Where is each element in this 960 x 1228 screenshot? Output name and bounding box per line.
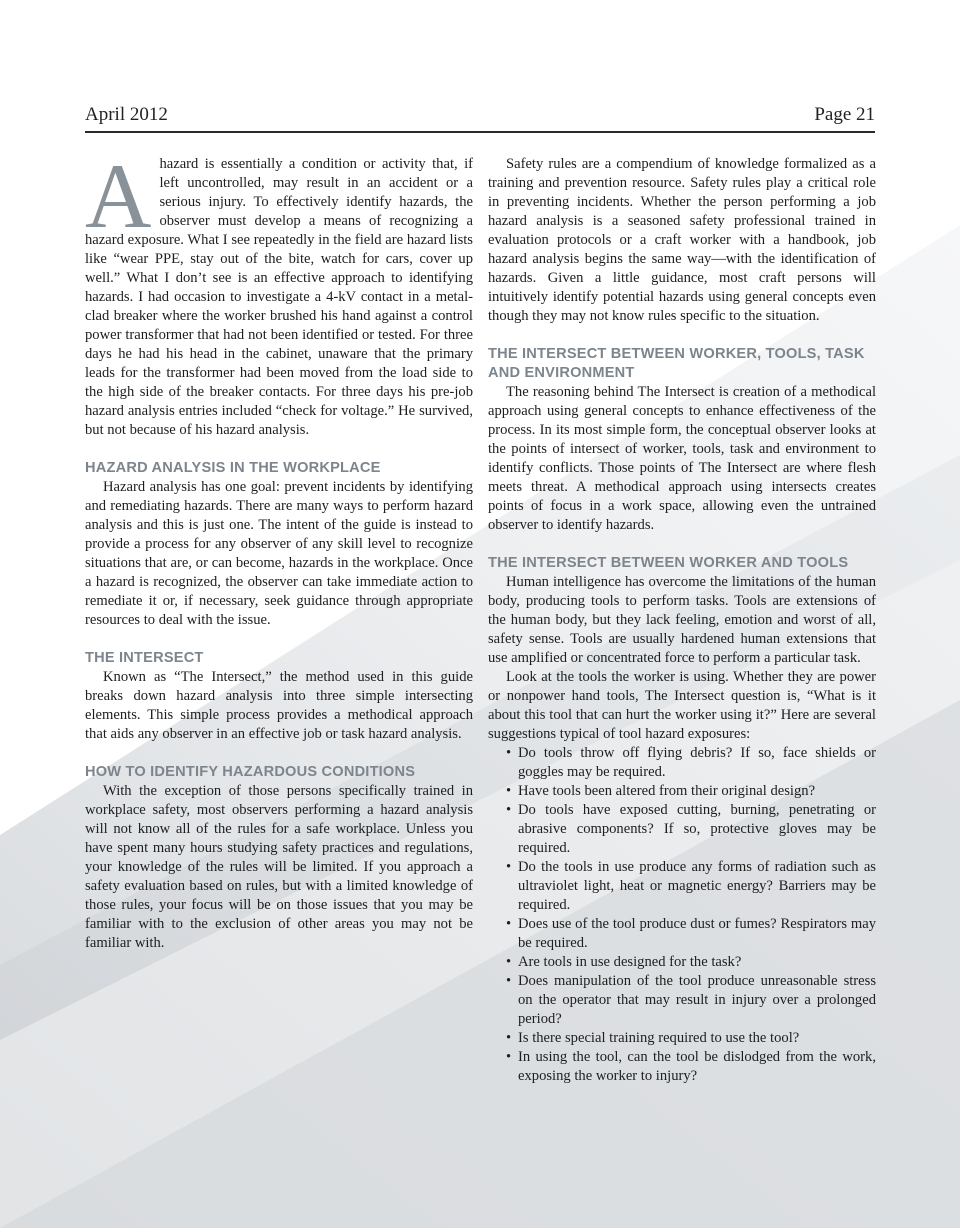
left-column (85, 145, 473, 953)
paragraph-safety-rules: Safety rules are a compendium of knowledge formalized as a training and prevention resource. Safety rules play a critical role in preventing incidents. Whether the person performing a job hazard analysis is a seasoned safety professional trained in evaluation protocols or a craft worker with a handbook, job hazard analysis begins the same way—with the identification of hazards. Given a little guidance, most craft persons will intuitively identify potential hazards using general concepts even though they may not know rules specific to the situation. (488, 156, 876, 324)
intro-paragraph (85, 145, 473, 440)
paragraph-identify-hazardous: With the exception of those persons specifically trained in workplace safety, most observers performing a hazard analysis will not know all of the rules for a safe workplace. Unless you have spent many hours studying safety practices and regulations, your knowledge of the rules will be limited. If you approach a safety evaluation based on rules, but with a limited knowledge of those rules, your focus will be on those issues that you may be familiar with to the exclusion of other areas you may not be familiar with. (85, 783, 473, 951)
list-item: • Do tools have exposed cutting, burning, penetrating or abrasive components? If so, protective gloves may be required. (506, 801, 876, 858)
paragraph-look-at-tools: Look at the tools the worker is using. Whether they are power or nonpower hand tools, The Intersect question is, “What is it about this tool that can hurt the worker using it?” Here are several suggestions typical of tool hazard exposures: (488, 669, 876, 742)
heading-worker-and-tools: THE INTERSECT BETWEEN WORKER AND TOOLS (488, 555, 849, 571)
page-header (85, 103, 875, 133)
list-item: • Does use of the tool produce dust or fumes? Respirators may be required. (506, 915, 876, 953)
list-item: • In using the tool, can the tool be dislodged from the work, exposing the worker to injury? (506, 1048, 876, 1086)
issue-date: April 2012 (85, 104, 168, 125)
intro-text: hazard is essentially a condition or activity that, if left uncontrolled, may result in an accident or a serious injury. To effectively identify hazards, the observer must develop a means of recognizing a hazard exposure. What I see repeatedly in the field are hazard lists like “wear PPE, stay out of the bite, watch for cars, cover up well.” What I don’t see is an effective approach to identifying hazards. I had occasion to investigate a 4-kV contact in a metal-clad breaker where the worker brushed his hand against a control power transformer that had not been identified or tested. For three days he had his head in the cabinet, unaware that the primary leads for the transformer had been moved from the load side to the high side of the breaker contacts. For three days his pre-job hazard analysis entries included “check for voltage.” He survived, but not because of his hazard analysis. (85, 156, 473, 438)
list-item: • Do the tools in use produce any forms of radiation such as ultraviolet light, heat or magnetic energy? Barriers may be required. (506, 858, 876, 915)
paragraph-hazard-analysis: Hazard analysis has one goal: prevent incidents by identifying and remediating hazards. There are many ways to perform hazard analysis and this is just one. The intent of the guide is instead to provide a process for any observer of any skill level to recognize situations that are, or can become, hazards in the workplace. Once a hazard is recognized, the observer can take immediate action to remediate it or, if necessary, seek guidance through appropriate resources to deal with the issue. (85, 479, 473, 628)
list-item: • Have tools been altered from their original design? (506, 782, 876, 801)
drop-cap: A (85, 145, 152, 247)
tool-hazard-list (488, 744, 876, 1086)
paragraph-the-intersect: Known as “The Intersect,” the method used in this guide breaks down hazard analysis into three simple intersecting elements. This simple process provides a methodical approach that aids any observer in an effective job or task hazard analysis. (85, 669, 473, 742)
paragraph-reasoning: The reasoning behind The Intersect is creation of a methodical approach using general concepts to enhance effectiveness of the process. In its most simple form, the conceptual observer looks at the points of intersect of worker, tools, task and environment to identify conflicts. Those points of The Intersect are where flesh meets threat. A methodical approach using intersects creates points of focus in a work space, allowing even the untrained observer to identify hazards. (488, 384, 876, 533)
list-item: • Is there special training required to use the tool? (506, 1029, 876, 1048)
heading-worker-tools-task-env: THE INTERSECT BETWEEN WORKER, TOOLS, TASK AND ENVIRONMENT (488, 346, 865, 381)
heading-the-intersect: THE INTERSECT (85, 650, 204, 666)
paragraph-human-intelligence: Human intelligence has overcome the limitations of the human body, producing tools to perform tasks. Tools are extensions of the human body, but they lack feeling, emotion and worst of all, safety sense. Tools are usually hardened human extensions that use amplified or concentrated force to perform a particular task. (488, 574, 876, 666)
list-item: • Are tools in use designed for the task? (506, 953, 876, 972)
heading-identify-hazardous: HOW TO IDENTIFY HAZARDOUS CONDITIONS (85, 764, 416, 780)
right-column (488, 155, 876, 1086)
heading-hazard-analysis: HAZARD ANALYSIS IN THE WORKPLACE (85, 460, 381, 476)
list-item: • Does manipulation of the tool produce unreasonable stress on the operator that may result in injury over a prolonged period? (506, 972, 876, 1029)
list-item: • Do tools throw off flying debris? If so, face shields or goggles may be required. (506, 744, 876, 782)
page-number: Page 21 (814, 104, 875, 125)
